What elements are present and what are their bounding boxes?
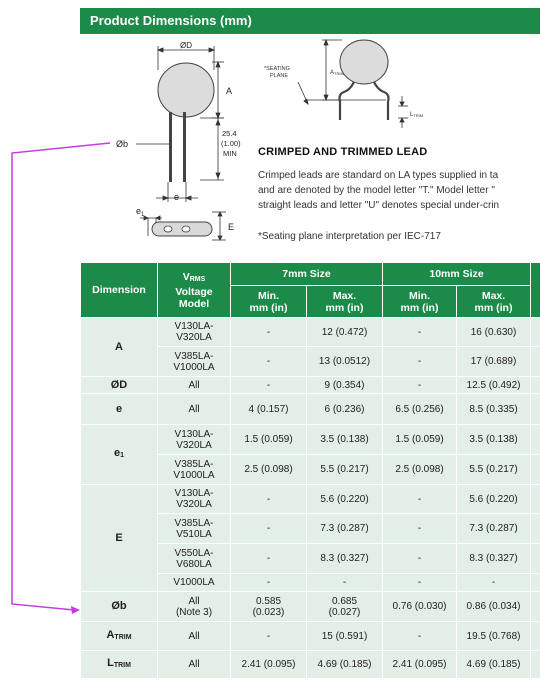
col-header-dimension: Dimension (81, 263, 158, 318)
svg-text:Øb: Øb (116, 139, 129, 149)
varistor-dimension-diagram (100, 40, 260, 245)
table-row: V385LA- V1000LA - 13 (0.0512) - 17 (0.689) (81, 347, 540, 377)
svg-text:MIN: MIN (223, 149, 237, 158)
table-row: Øb All (Note 3) 0.585 (0.023) 0.685 (0.027) 0.76 (0.030) 0.86 (0.034) (81, 592, 540, 622)
col-header-next (531, 263, 540, 318)
col-header-min-7mm: Min. mm (in) (231, 286, 307, 318)
table-row: LTRIM All 2.41 (0.095) 4.69 (0.185) 2.41 (0.095) 4.69 (0.185) (81, 651, 540, 679)
dim-od: ØD (81, 377, 158, 394)
dim-a-trim: ATRIM (81, 622, 158, 651)
svg-text:A: A (226, 86, 233, 96)
col-header-7mm: 7mm Size (231, 263, 383, 286)
seating-plane-note: *Seating plane interpretation per IEC-717 (258, 231, 441, 242)
table-row: ØD All - 9 (0.354) - 12.5 (0.492) (81, 377, 540, 394)
table-row: e1 V130LA- V320LA 1.5 (0.059) 3.5 (0.138) 1.5 (0.059) 3.5 (0.138) (81, 425, 540, 455)
svg-text:ØD: ØD (180, 41, 192, 50)
col-header-voltage-model: VRMS Voltage Model (158, 263, 231, 318)
col-header-max-10mm: Max. mm (in) (457, 286, 531, 318)
svg-text:*SEATING: *SEATING (264, 66, 290, 72)
dim-big-e: E (81, 485, 158, 592)
product-dimensions-banner: Product Dimensions (mm) (80, 8, 540, 34)
col-header-max-7mm: Max. mm (in) (307, 286, 383, 318)
dimensions-table (80, 262, 540, 679)
table-row: ATRIM All - 15 (0.591) - 19.5 (0.768) (81, 622, 540, 651)
svg-text:PLANE: PLANE (270, 73, 289, 79)
table-row: V1000LA - - - - (81, 574, 540, 592)
svg-text:25.4: 25.4 (222, 129, 237, 138)
svg-text:(1.00): (1.00) (221, 139, 241, 148)
table-row: e All 4 (0.157) 6 (0.236) 6.5 (0.256) 8.5 (0.335) (81, 394, 540, 425)
dim-e1: e1 (81, 425, 158, 485)
dim-ob: Øb (81, 592, 158, 622)
col-header-min-10mm: Min. mm (in) (383, 286, 457, 318)
dim-e: e (81, 394, 158, 425)
svg-text:ATRIM: ATRIM (330, 70, 344, 76)
col-header-10mm: 10mm Size (383, 263, 531, 286)
svg-text:LTRIM: LTRIM (410, 112, 424, 118)
table-row: E V130LA- V320LA - 5.6 (0.220) - 5.6 (0.220) (81, 485, 540, 514)
svg-text:e1: $e_1$ (136, 206, 145, 218)
dim-a: A (81, 318, 158, 377)
crimped-lead-diagram (256, 38, 540, 138)
table-row: V385LA- V510LA - 7.3 (0.287) - 7.3 (0.287) (81, 514, 540, 544)
crimped-lead-paragraph: Crimped leads are standard on LA types supplied in ta and are denoted by the model letter "T." Model letter " straight leads and letter "U" denotes special under-crin (258, 170, 500, 211)
table-row: V385LA- V1000LA 2.5 (0.098) 5.5 (0.217) 2.5 (0.098) 5.5 (0.217) (81, 455, 540, 485)
crimped-lead-title: CRIMPED AND TRIMMED LEAD (258, 146, 428, 158)
svg-text:e: e (174, 192, 180, 202)
table-row: V550LA- V680LA - 8.3 (0.327) - 8.3 (0.327) (81, 544, 540, 574)
svg-text:E: E (228, 222, 235, 232)
dim-l-trim: LTRIM (81, 651, 158, 679)
table-row: A V130LA- V320LA - 12 (0.472) - 16 (0.630) (81, 318, 540, 347)
